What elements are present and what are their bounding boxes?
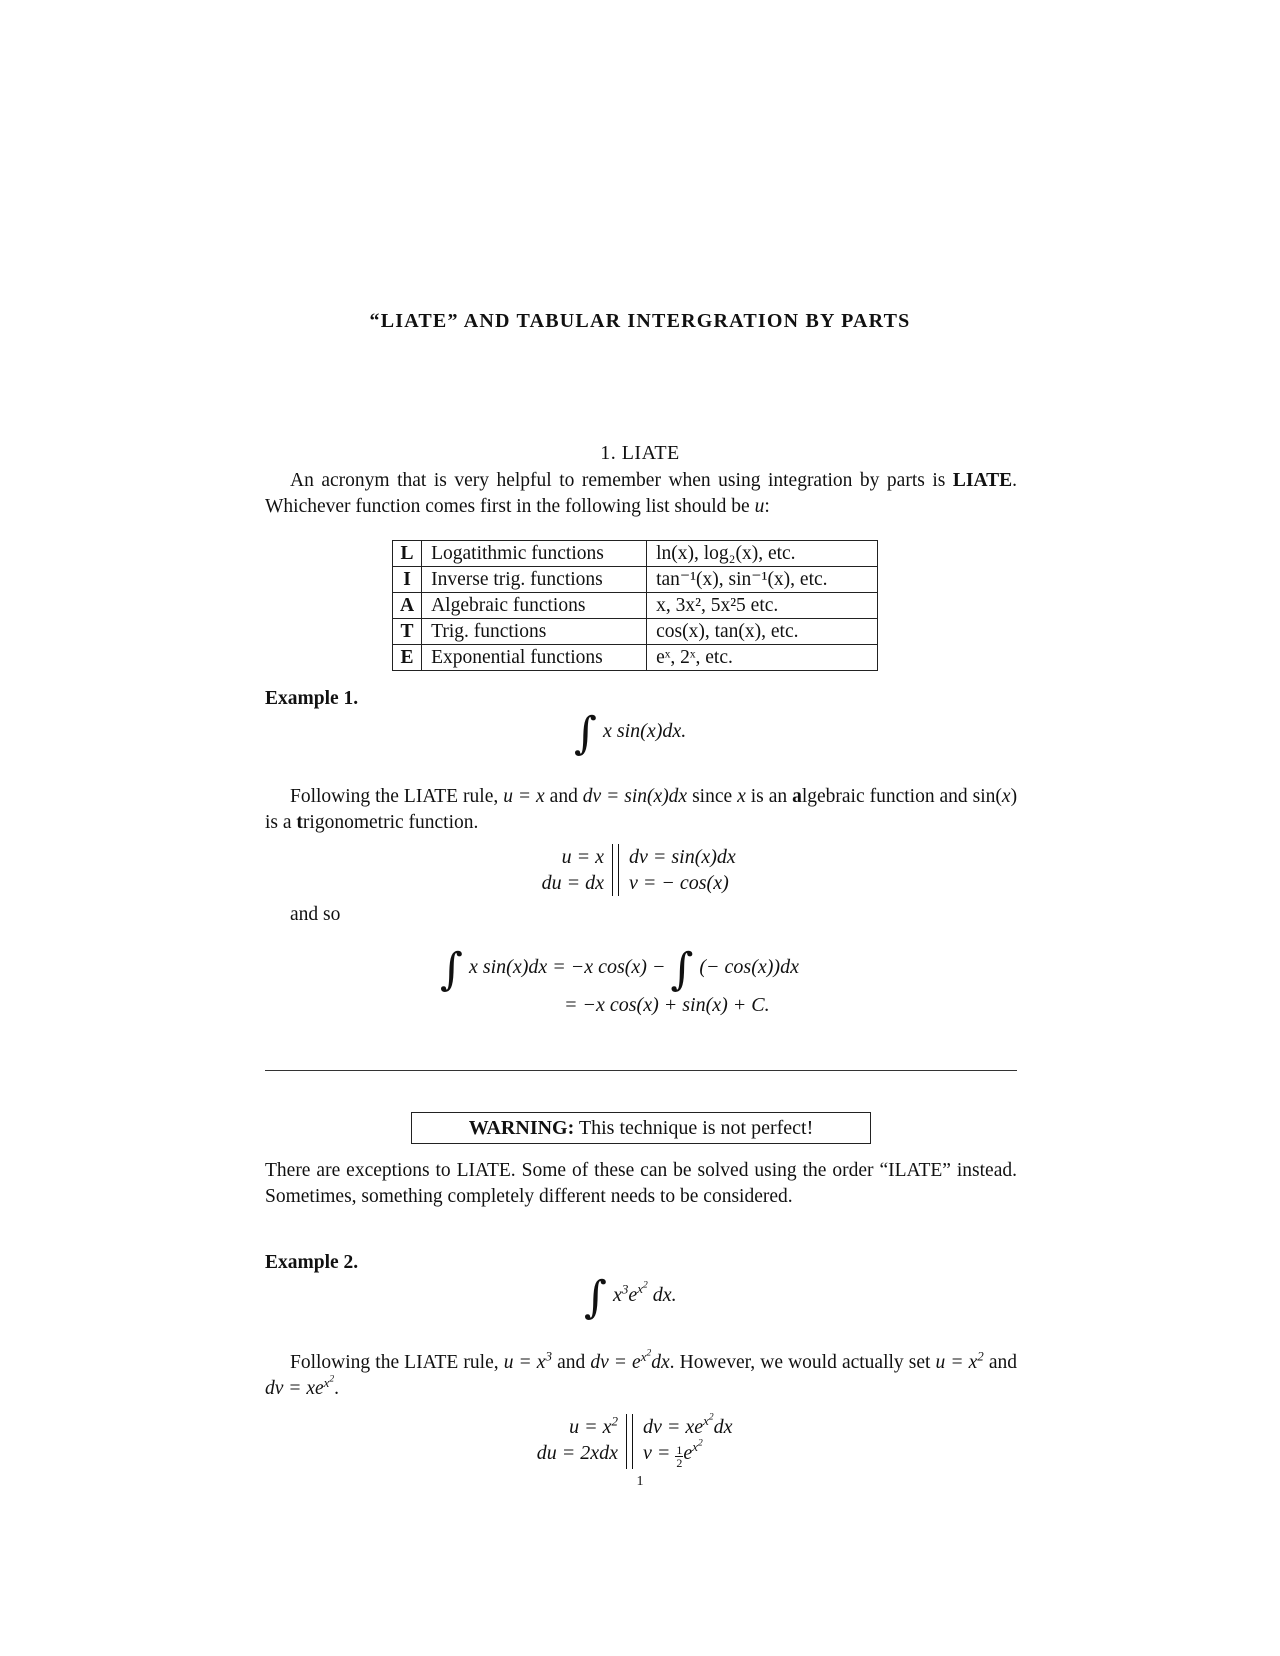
ex1-dv-def: dv = sin(x)dx <box>582 786 688 807</box>
table-row <box>393 593 878 619</box>
ex1-text-g: is an <box>750 786 788 807</box>
ex1-var-x: x <box>737 786 746 807</box>
ex1-parts-left-1: u = x <box>561 846 604 868</box>
example-1-result-line-1 <box>440 944 799 995</box>
table-row <box>393 567 878 593</box>
intro-text-1: An acronym that is very helpful to remember when using integration by parts is <box>290 470 946 491</box>
section-heading: 1. LIATE <box>600 442 680 464</box>
ex1-result-rhs: (− cos(x))dx <box>699 956 799 978</box>
example-2-label: Example 2. <box>265 1252 359 1273</box>
example-1-paragraph <box>265 784 1017 836</box>
table-cell-letter: L <box>393 541 422 567</box>
example-2-parts-table <box>512 1414 733 1469</box>
ex1-result-lhs: x sin(x)dx = −x cos(x) − <box>468 956 666 978</box>
table-cell-letter: E <box>393 645 422 671</box>
ex2-parts-right-1: dv = $xe^{x^2}dx$ <box>643 1413 733 1438</box>
intro-text-2: . Whichever function comes first in the following list should be <box>265 470 1017 517</box>
table-cell-example: tan⁻¹(x), sin⁻¹(x), etc. <box>647 567 878 593</box>
table-cell-letter: A <box>393 593 422 619</box>
ex1-text-j: ) is a <box>265 786 1018 833</box>
ex2-parts-right-2: v = $\frac{1}{2}$ $e^{x^2}$ <box>643 1439 703 1470</box>
table-cell-example: cos(x), tan(x), etc. <box>647 619 878 645</box>
ex2-parts-left-1: $u = x^2$ <box>569 1413 618 1438</box>
parts-divider <box>612 844 619 896</box>
and-so-text: and so <box>290 904 341 925</box>
page-number: 1 <box>636 1474 644 1489</box>
intro-var: u <box>754 496 765 517</box>
ex1-text-e: since <box>692 786 733 807</box>
ex2-text-b: and <box>557 1352 586 1373</box>
example-1-label: Example 1. <box>265 688 359 709</box>
ex1-u-def: u = x <box>503 786 545 807</box>
table-cell-letter: T <box>393 619 422 645</box>
warning-text: This technique is not perfect! <box>578 1117 814 1139</box>
ex2-text-d: and <box>988 1352 1018 1373</box>
table-cell-example: ln(x), log₂(x), etc. <box>647 541 878 567</box>
ex1-parts-right-1: dv = sin(x)dx <box>629 846 736 868</box>
ex2-text-c: . However, we would actually set <box>669 1352 931 1373</box>
intro-paragraph <box>265 468 1017 520</box>
example-1-parts-table <box>520 844 736 896</box>
ex1-bold-a: a <box>792 786 802 807</box>
table-cell-desc: Inverse trig. functions <box>422 567 647 593</box>
ex1-text-h: lgebraic function and sin( <box>801 786 1002 807</box>
table-cell-letter: I <box>393 567 422 593</box>
integral-sign: ∫ <box>440 944 463 995</box>
table-cell-example: eˣ, 2ˣ, etc. <box>647 645 878 671</box>
table-cell-example: x, 3x², 5x²5 etc. <box>647 593 878 619</box>
example-1-result-line-2: = −x cos(x) + sin(x) + C. <box>564 994 770 1016</box>
exceptions-paragraph: There are exceptions to LIATE. Some of these can be solved using the order “ILATE” instead. Sometimes, something completely different needs to be considered. <box>265 1160 1017 1207</box>
table-cell-desc: Logatithmic functions <box>422 541 647 567</box>
ex2-text-a: Following the LIATE rule, <box>290 1352 499 1373</box>
table-cell-desc: Algebraic functions <box>422 593 647 619</box>
example-1-integral <box>574 708 686 759</box>
example-2-paragraph: Following the LIATE rule, $u = x^3$ and dv = $e^{x^2}dx$. However, we would actually set $u = x^2$ and dv = $xe^{x^2}$. <box>265 1348 1018 1399</box>
table-cell-desc: Exponential functions <box>422 645 647 671</box>
page-title: “LIATE” AND TABULAR INTERGRATION BY PARTS <box>369 310 911 332</box>
table-row <box>393 541 878 567</box>
integral-sign: ∫ <box>574 708 597 759</box>
ex1-text-c: and <box>549 786 578 807</box>
ex1-text-k: rigonometric function. <box>302 812 479 833</box>
table-row <box>393 645 878 671</box>
ex1-text-a: Following the LIATE rule, <box>290 786 499 807</box>
example-2-integral: ∫ $x^3e^{x^2}$ dx. <box>584 1272 677 1323</box>
intro-end: : <box>764 496 770 517</box>
integral-sign: ∫ <box>584 1272 607 1323</box>
warning-label: WARNING: <box>468 1117 575 1139</box>
warning-box <box>411 1112 871 1144</box>
integral-sign: ∫ <box>670 944 694 995</box>
parts-divider <box>626 1414 633 1469</box>
ex1-bold-t: t <box>296 812 303 833</box>
liate-table <box>392 540 878 671</box>
ex1-parts-left-2: du = dx <box>541 872 604 894</box>
table-cell-desc: Trig. functions <box>422 619 647 645</box>
ex1-parts-right-2: v = − cos(x) <box>629 872 729 894</box>
ex2-parts-left-2: du = 2xdx <box>536 1442 618 1464</box>
table-row <box>393 619 878 645</box>
horizontal-rule <box>265 1070 1017 1071</box>
ex1-var-x2: x <box>1001 786 1011 807</box>
example-1-integrand: x sin(x)dx. <box>602 720 687 742</box>
intro-bold: LIATE <box>952 470 1013 491</box>
